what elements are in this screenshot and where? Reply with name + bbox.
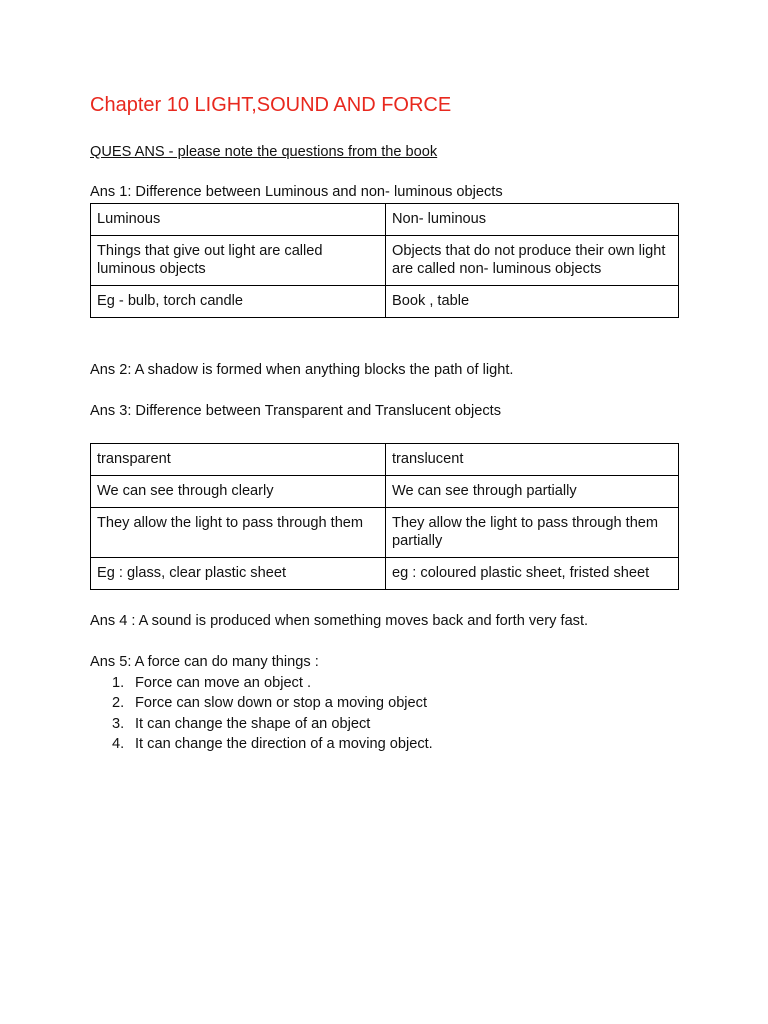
table-cell: Eg : glass, clear plastic sheet — [91, 558, 386, 590]
table-cell: Non- luminous — [386, 204, 679, 236]
list-number: 2. — [112, 695, 125, 712]
list-item-text: It can change the shape of an object — [135, 715, 371, 732]
table-cell: Things that give out light are called luminous objects — [91, 236, 386, 286]
table-cell: translucent — [386, 444, 679, 476]
table-row — [91, 476, 679, 508]
list-number: 4. — [112, 735, 125, 752]
list-item-text: Force can move an object . — [135, 675, 312, 691]
list-number: 3. — [112, 715, 125, 732]
list-item-text: It can change the direction of a moving object. — [135, 735, 433, 752]
table-row — [91, 236, 679, 286]
list-item — [112, 693, 433, 713]
ans1-heading: Ans 1: Difference between Luminous and non- luminous objects — [90, 184, 503, 200]
luminous-table — [90, 203, 679, 318]
table-cell: transparent — [91, 444, 386, 476]
ans3-heading: Ans 3: Difference between Transparent and Translucent objects — [90, 403, 502, 419]
force-list — [90, 673, 433, 754]
list-number: 1. — [112, 675, 125, 691]
table-row — [91, 508, 679, 558]
table-row — [91, 286, 679, 318]
transparent-table — [90, 443, 679, 590]
table-cell: Book , table — [386, 286, 679, 318]
table-row — [91, 444, 679, 476]
table-cell: They allow the light to pass through them — [91, 508, 386, 558]
list-item — [112, 673, 433, 693]
list-item-text: Force can slow down or stop a moving object — [135, 695, 428, 712]
list-item — [112, 734, 433, 754]
subtitle: QUES ANS - please note the questions from the book — [90, 144, 438, 160]
ans2-text: Ans 2: A shadow is formed when anything blocks the path of light. — [90, 362, 514, 378]
table-row — [91, 204, 679, 236]
page-title: Chapter 10 LIGHT,SOUND AND FORCE — [90, 94, 452, 116]
table-row — [91, 558, 679, 590]
table-cell: eg : coloured plastic sheet, fristed sheet — [386, 558, 679, 590]
table-cell: We can see through partially — [386, 476, 679, 508]
table-cell: Objects that do not produce their own light are called non- luminous objects — [386, 236, 679, 286]
table-cell: Luminous — [91, 204, 386, 236]
table-cell: We can see through clearly — [91, 476, 386, 508]
list-item — [112, 714, 433, 734]
table-cell: They allow the light to pass through them partially — [386, 508, 679, 558]
table-cell: Eg - bulb, torch candle — [91, 286, 386, 318]
ans5-heading: Ans 5: A force can do many things : — [90, 654, 319, 670]
ans4-text: Ans 4 : A sound is produced when something moves back and forth very fast. — [90, 613, 589, 629]
